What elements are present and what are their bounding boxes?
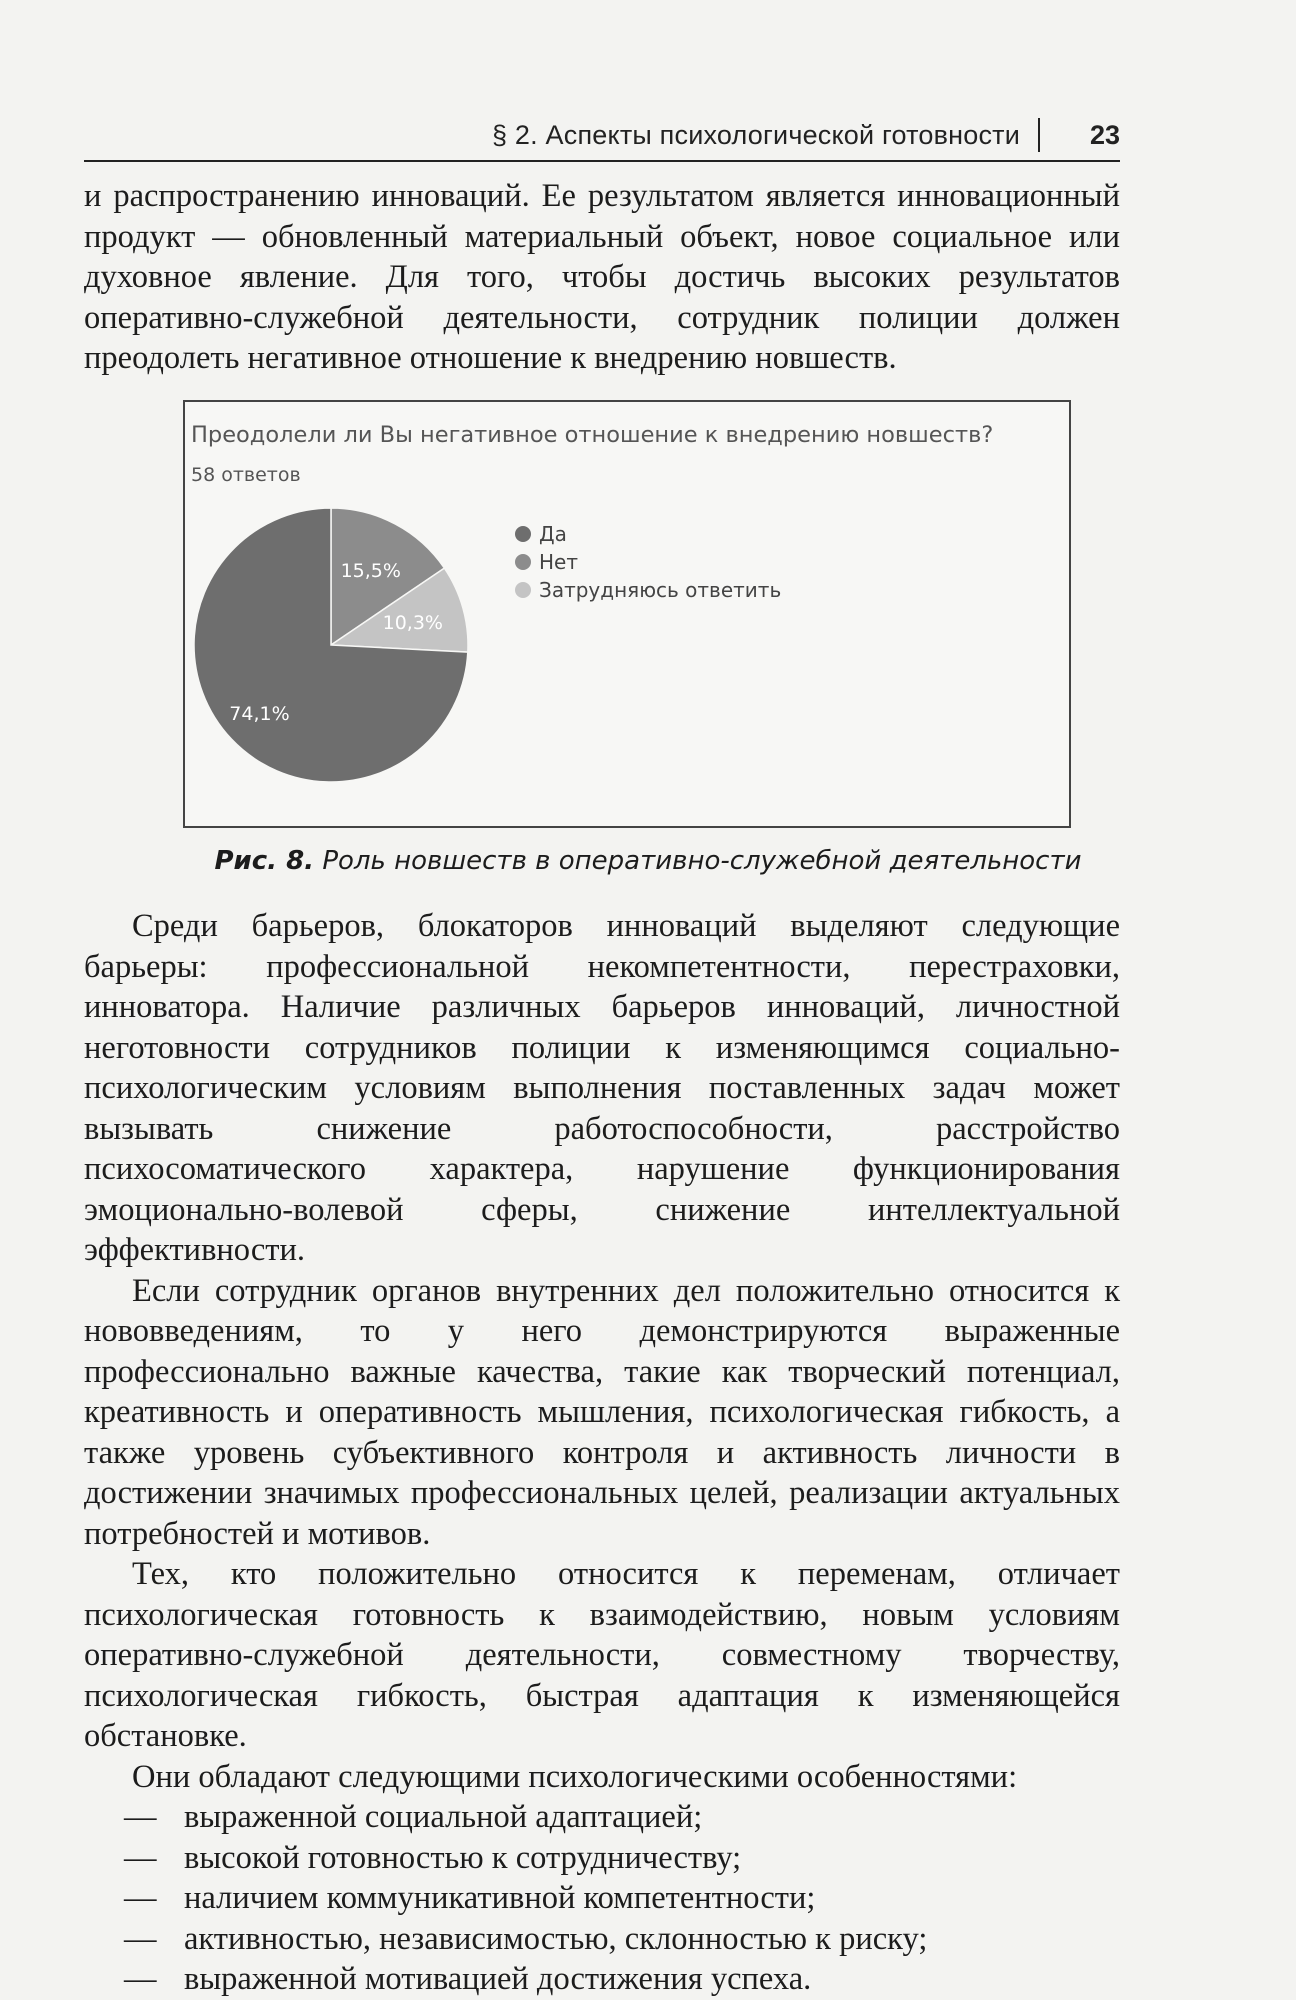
legend-entry	[515, 520, 781, 548]
section-title: § 2. Аспекты психологической готовности	[492, 120, 1020, 150]
list-dash: —	[124, 1799, 157, 1835]
top-paragraph: и распространению инноваций. Ее результатом является инновационный продукт — обновленный материальный объект, новое социальное или духовное явление. Для того, чтобы достичь высоких результатов оперативно-служебной деятельности, сотрудник полиции должен преодолеть негативное отношение к внедрению новшеств.	[84, 178, 1120, 376]
list-dash: —	[124, 1961, 157, 1997]
running-header	[84, 116, 1120, 162]
chart-subtitle: 58 ответов	[191, 464, 301, 486]
legend-swatch	[515, 554, 531, 570]
legend-swatch	[515, 526, 531, 542]
paragraph: Среди барьеров, блокаторов инноваций выделяют следующие барьеры: профессиональной некомпетентности, перестраховки, инноватора. Наличие различных барьеров инноваций, личностной неготовности сотрудников полиции к изменяющимся социально-психологическим условиям выполнения поставленных задач может вызывать снижение работоспособности, расстройство психосоматического характера, нарушение функционирования эмоционально-волевой сферы, снижение интеллектуальной эффективности.	[84, 908, 1120, 1268]
list-item	[84, 1878, 1120, 1919]
caption-text: Роль новшеств в оперативно-служебной деятельности	[322, 846, 1082, 876]
slice-value-label: 10,3%	[382, 612, 443, 635]
chart-title: Преодолели ли Вы негативное отношение к внедрению новшеств?	[191, 422, 994, 448]
list-item-text: выраженной социальной адаптацией;	[184, 1799, 703, 1835]
figure-caption	[0, 846, 1296, 876]
legend-swatch	[515, 582, 531, 598]
list-item-text: высокой готовностью к сотрудничеству;	[184, 1839, 742, 1876]
list-dash: —	[124, 1880, 157, 1916]
caption-label: Рис. 8.	[214, 846, 315, 876]
legend-entry	[515, 576, 781, 604]
legend-label: Затрудняюсь ответить	[539, 578, 782, 602]
paragraph: Если сотрудник органов внутренних дел положительно относится к нововведениям, то у него демонстрируются выраженные профессионально важные качества, такие как творческий потенциал, креативность и оперативность мышления, психологическая гибкость, а также уровень субъективного контроля и активность личности в достижении значимых профессиональных целей, реализации актуальных потребностей и мотивов.	[84, 1272, 1120, 1552]
slice-value-label: 74,1%	[229, 702, 290, 725]
header-separator	[1038, 118, 1040, 152]
list-item	[84, 1959, 1120, 2000]
legend-label: Да	[539, 522, 567, 546]
slice-value-label: 15,5%	[340, 559, 401, 582]
page-number: 23	[1089, 120, 1120, 150]
paragraph: Тех, кто положительно относится к переменам, отличает психологическая готовность к взаимодействию, новым условиям оперативно-служебной деятельности, совместному творчеству, психологическая гибкость, быстрая адаптация к изменяющейся обстановке.	[84, 1556, 1120, 1754]
legend-label: Нет	[539, 550, 578, 574]
list-item	[84, 1797, 1120, 1838]
paragraph: Они обладают следующими психологическими особенностями:	[132, 1758, 1018, 1795]
pie-chart	[185, 402, 1073, 830]
list-dash: —	[124, 1920, 157, 1957]
feature-list	[84, 1797, 1120, 2000]
list-dash: —	[124, 1839, 157, 1876]
list-item-text: выраженной мотивацией достижения успеха.	[184, 1961, 812, 1997]
list-item-text: наличием коммуникативной компетентности;	[184, 1880, 816, 1916]
chart-legend	[515, 520, 781, 604]
body-paragraphs	[84, 906, 1120, 2000]
legend-entry	[515, 548, 781, 576]
list-item	[84, 1919, 1120, 1960]
figure-frame	[183, 400, 1071, 828]
list-item-text: активностью, независимостью, склонностью к риску;	[184, 1920, 928, 1957]
list-item	[84, 1838, 1120, 1879]
